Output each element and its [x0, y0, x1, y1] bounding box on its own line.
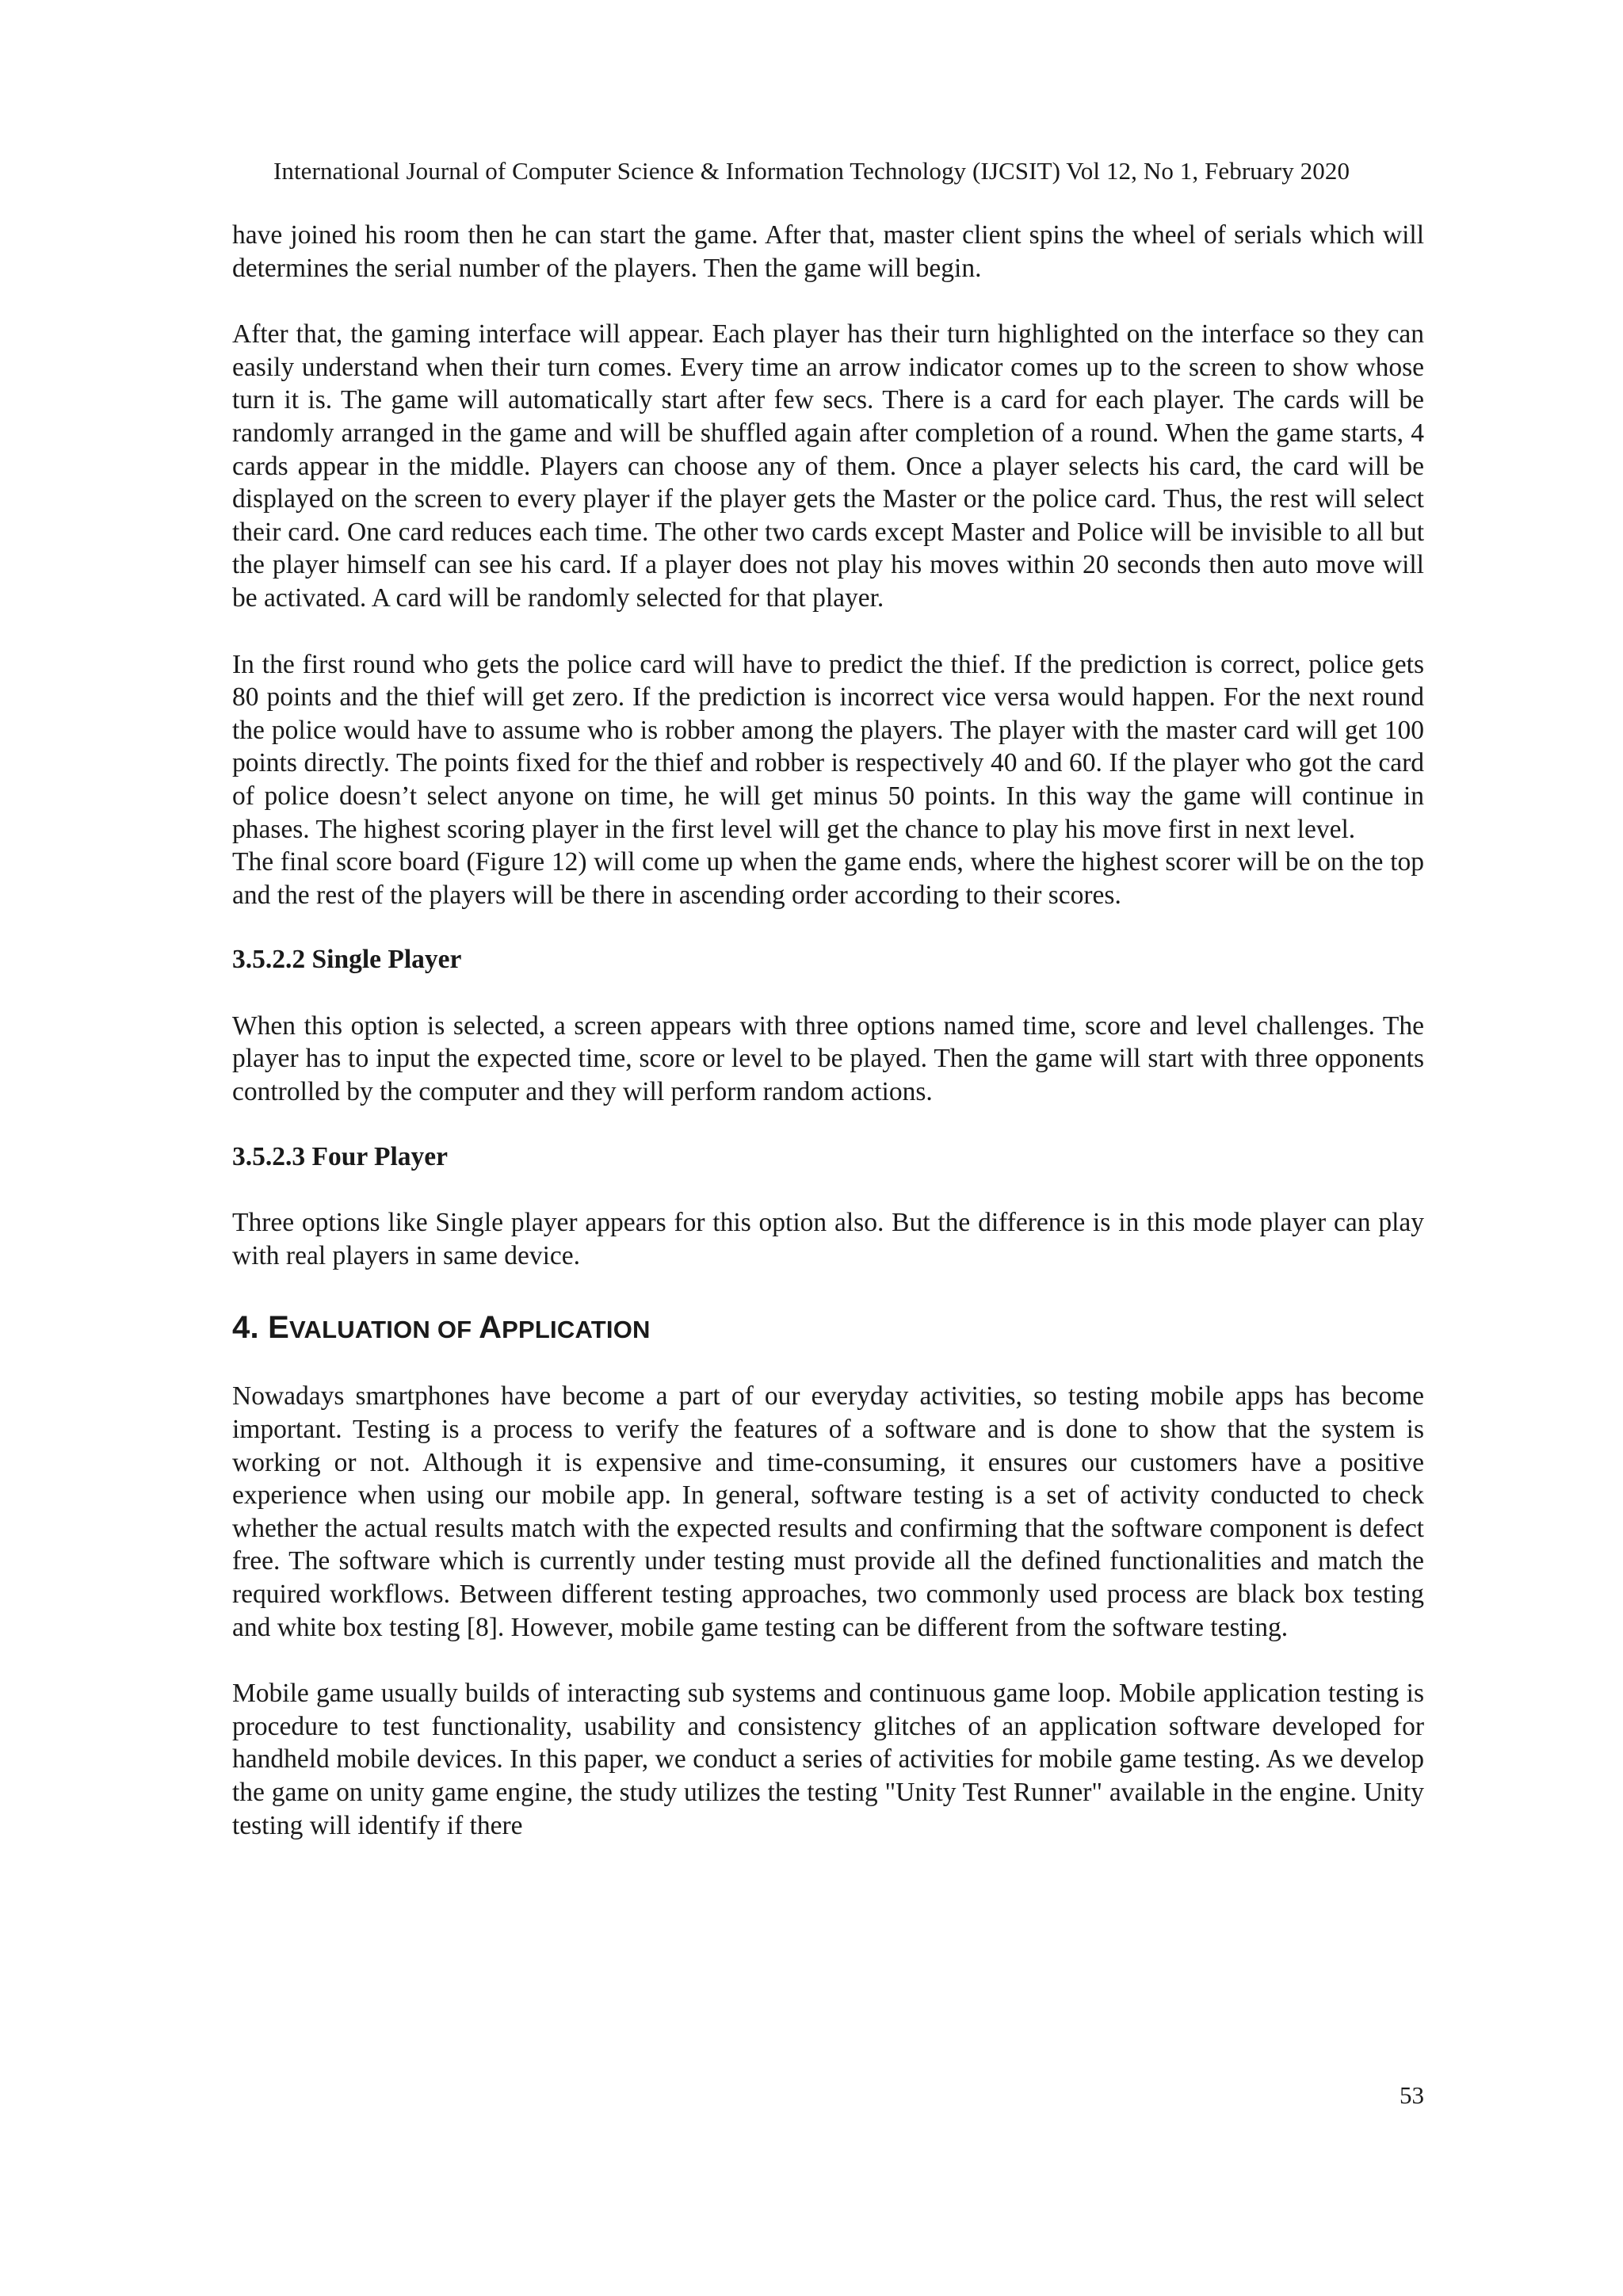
subsection-heading-four-player: 3.5.2.3 Four Player [232, 1141, 448, 1171]
paragraph-2: After that, the gaming interface will appear. Each player has their turn highlighted on the interface so they can easily understand when their turn comes. Every time an arrow indicator comes up to the screen to show whose turn it is. The game will automatically start after few secs. There is a card for each player. The cards will be randomly arranged in the game and will be shuffled again after completion of a round. When the game starts, 4 cards appear in the middle. Players can choose any of them. Once a player selects his card, the card will be displayed on the screen to every player if the player gets the Master or the police card. Thus, the rest will select their card. One card reduces each time. The other two cards except Master and Police will be invisible to all but the player himself can see his card. If a player does not play his moves within 20 seconds then auto move will be activated. A card will be randomly selected for that player. [232, 319, 1424, 613]
page-number: 53 [1400, 2081, 1424, 2109]
subsection-heading-single-player: 3.5.2.2 Single Player [232, 945, 462, 975]
section-word2: OF [430, 1316, 479, 1344]
section-number: 4. [232, 1310, 269, 1346]
running-header: International Journal of Computer Science & Information Technology (IJCSIT) Vol 12, No 1, February 2020 [273, 157, 1350, 185]
section-heading-evaluation [232, 1306, 1424, 1351]
paragraph-5: When this option is selected, a screen appears with three options named time, score and level challenges. The player has to input the expected time, score or level to be played. Then the game will start with three opponents controlled by the computer and they will perform random actions. [232, 1010, 1424, 1107]
section-word1-rest: VALUATION [288, 1316, 430, 1344]
paragraph-4: The final score board (Figure 12) will come up when the game ends, where the highest scorer will be on the top and the rest of the players will be there in ascending order according to their scores. [232, 847, 1424, 910]
section-word3-rest: PPLICATION [502, 1316, 651, 1344]
section-word1-initial: E [268, 1310, 289, 1346]
paragraph-1: have joined his room then he can start the game. After that, master client spins the wheel of serials which will determines the serial number of the players. Then the game will begin. [232, 220, 1424, 283]
paragraph-3: In the first round who gets the police card will have to predict the thief. If the prediction is correct, police gets 80 points and the thief will get zero. If the prediction is incorrect vice versa would happen. For the next round the police would have to assume who is robber among the players. The player with the master card will get 100 points directly. The points fixed for the thief and robber is respectively 40 and 60. If the player who got the card of police doesn’t select anyone on time, he will get minus 50 points. In this way the game will continue in phases. The highest scoring player in the first level will get the chance to play his move first in next level. [232, 649, 1424, 844]
paragraph-8: Mobile game usually builds of interacting sub systems and continuous game loop. Mobile application testing is procedure to test functionality, usability and consistency glitches of an application software developed for handheld mobile devices. In this paper, we conduct a series of activities for mobile game testing. As we develop the game on unity game engine, the study utilizes the testing "Unity Test Runner" available in the engine. Unity testing will identify if there [232, 1679, 1424, 1840]
page-content [232, 219, 1424, 1842]
paragraph-7: Nowadays smartphones have become a part of our everyday activities, so testing mobile apps has become important. Testing is a process to verify the features of a software and is done to show that the system is working or not. Although it is expensive and time-consuming, it ensures our customers have a positive experience when using our mobile app. In general, software testing is a set of activity conducted to check whether the actual results match with the expected results and confirming that the software component is defect free. The software which is currently under testing must provide all the defined functionalities and match the required workflows. Between different testing approaches, two commonly used process are black box testing and white box testing [8]. However, mobile game testing can be different from the software testing. [232, 1381, 1424, 1642]
paragraph-6: Three options like Single player appears for this option also. But the difference is in this mode player can play with real players in same device. [232, 1208, 1424, 1270]
section-word3-initial: A [479, 1310, 502, 1346]
